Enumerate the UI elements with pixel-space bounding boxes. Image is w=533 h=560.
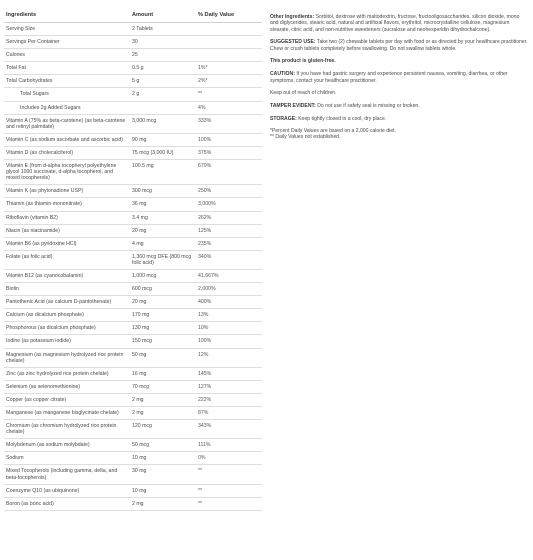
cell-ingredient: Total Fat: [4, 62, 130, 75]
table-row: [4, 309, 262, 322]
cell-ingredient: Vitamin A (75% as beta-carotene) (as beta-carotene and retinyl palmitate): [4, 114, 130, 133]
product-info-panel: [270, 14, 529, 147]
table-row: [4, 367, 262, 380]
cell-dv: 235%: [196, 237, 262, 250]
other-ingredients-label: Other Ingredients:: [270, 14, 315, 20]
cell-ingredient: Total Sugars: [4, 88, 130, 101]
table-row: [4, 497, 262, 510]
cell-ingredient: Vitamin B12 (as cyanocobalamin): [4, 269, 130, 282]
cell-ingredient: Calcium (as dicalcium phosphate): [4, 309, 130, 322]
cell-dv: [196, 49, 262, 62]
cell-amount: 2 g: [130, 88, 196, 101]
cell-ingredient: Vitamin E (from d-alpha tocopheryl polyethylene glycol 1000 succinate, d-alpha tocopherol, and mixed tocopherols): [4, 160, 130, 185]
cell-ingredient: Vitamin C (as sodium ascorbate and ascorbic acid): [4, 133, 130, 146]
table-row: [4, 283, 262, 296]
cell-ingredient: Copper (as copper citrate): [4, 393, 130, 406]
cell-ingredient: Serving Size: [4, 23, 130, 36]
table-row: [4, 146, 262, 159]
cell-dv: **: [196, 88, 262, 101]
table-row: [4, 75, 262, 88]
cell-dv: 100%: [196, 335, 262, 348]
cell-dv: 343%: [196, 420, 262, 439]
cell-amount: 600 mcg: [130, 283, 196, 296]
table-row: [4, 62, 262, 75]
table-row: [4, 296, 262, 309]
cell-dv: **: [196, 497, 262, 510]
table-row: [4, 484, 262, 497]
tamper-label: TAMPER EVIDENT:: [270, 103, 316, 110]
table-row: [4, 420, 262, 439]
cell-ingredient: Selenium (as selenomethionine): [4, 380, 130, 393]
cell-dv: 3,000%: [196, 198, 262, 211]
cell-dv: 127%: [196, 380, 262, 393]
header-daily-value: % Daily Value: [196, 10, 262, 23]
table-row: [4, 393, 262, 406]
caution-text: If you have had gastric surgery and experience persistent nausea, vomiting, diarrhea, or other symptoms, contact your healthcare practitioner.: [270, 71, 508, 84]
cell-dv: 125%: [196, 224, 262, 237]
cell-dv: 0%: [196, 452, 262, 465]
cell-ingredient: Biotin: [4, 283, 130, 296]
cell-ingredient: Thiamin (as thiamin mononitrate): [4, 198, 130, 211]
cell-amount: 2 mg: [130, 407, 196, 420]
cell-amount: 170 mg: [130, 309, 196, 322]
cell-amount: 10 mg: [130, 484, 196, 497]
cell-amount: 2 mg: [130, 393, 196, 406]
cell-amount: 20 mg: [130, 224, 196, 237]
cell-amount: 2 mg: [130, 497, 196, 510]
cell-amount: 300 mcg: [130, 185, 196, 198]
cell-dv: [196, 36, 262, 49]
suggested-use-label: SUGGESTED USE:: [270, 39, 316, 46]
table-row: [4, 36, 262, 49]
table-row: [4, 322, 262, 335]
cell-amount: 50 mcg: [130, 439, 196, 452]
cell-ingredient: Iodine (as potassium iodide): [4, 335, 130, 348]
cell-ingredient: Chromium (as chromium hydrolyzed rice protein chelate): [4, 420, 130, 439]
table-row: [4, 335, 262, 348]
table-body: [4, 23, 262, 511]
cell-dv: 222%: [196, 393, 262, 406]
cell-ingredient: Riboflavin (vitamin B2): [4, 211, 130, 224]
cell-ingredient: Phosphorous (as dicalcium phosphate): [4, 322, 130, 335]
supplement-facts-table: [4, 10, 262, 511]
cell-ingredient: Vitamin B6 (as pyridoxine HCl): [4, 237, 130, 250]
cell-dv: **: [196, 484, 262, 497]
cell-dv: 262%: [196, 211, 262, 224]
suggested-use: [270, 39, 529, 52]
table-row: [4, 49, 262, 62]
cell-ingredient: Coenzyme Q10 (as ubiquinone): [4, 484, 130, 497]
caution: [270, 71, 529, 84]
table-row: [4, 439, 262, 452]
table-row: [4, 465, 262, 484]
tamper-evident: [270, 103, 529, 109]
cell-ingredient: Vitamin K (as phytonadione USP): [4, 185, 130, 198]
table-row: [4, 348, 262, 367]
other-ingredients: [270, 14, 529, 33]
table-header-row: [4, 10, 262, 23]
cell-dv: 2,000%: [196, 283, 262, 296]
cell-amount: 16 mg: [130, 367, 196, 380]
cell-ingredient: Calories: [4, 49, 130, 62]
footnote-not-established: ** Daily Values not established.: [270, 134, 341, 141]
cell-ingredient: Folate (as folic acid): [4, 250, 130, 269]
cell-amount: 30 mg: [130, 465, 196, 484]
cell-dv: 41,667%: [196, 269, 262, 282]
cell-dv: 250%: [196, 185, 262, 198]
cell-dv: 12%: [196, 348, 262, 367]
reach-note: Keep out of reach of children.: [270, 90, 337, 97]
cell-amount: 100.5 mg: [130, 160, 196, 185]
cell-ingredient: Niacin (as niacinamide): [4, 224, 130, 237]
cell-amount: 75 mcg (3,000 IU): [130, 146, 196, 159]
cell-dv: 400%: [196, 296, 262, 309]
cell-amount: 25: [130, 49, 196, 62]
table-row: [4, 269, 262, 282]
table-row: [4, 198, 262, 211]
cell-ingredient: Molybdenum (as sodium molybdate): [4, 439, 130, 452]
cell-dv: **: [196, 465, 262, 484]
cell-dv: 100%: [196, 133, 262, 146]
cell-amount: 120 mcg: [130, 420, 196, 439]
cell-amount: 5 g: [130, 75, 196, 88]
cell-dv: 13%: [196, 309, 262, 322]
cell-ingredient: Total Carbohydrates: [4, 75, 130, 88]
cell-dv: 375%: [196, 146, 262, 159]
table-row: [4, 250, 262, 269]
other-ingredients-text: Sorbitol, dextrose with maltodextrin, fructose, fructooligosaccharides, silicon dioxide, mono and diglycerides, stearic acid, natural and artificial flavors, erythritol, microcrystalline cellulose, magnesium stearate, citric acid, and non-nutritive sweeteners (sucralose and neohesperidin dihydrochalcone).: [270, 14, 520, 33]
table-row: [4, 380, 262, 393]
table-row: [4, 452, 262, 465]
cell-amount: 10 mg: [130, 452, 196, 465]
footnote-dv: *Percent Daily Values are based on a 2,000 calorie diet.: [270, 127, 396, 134]
cell-amount: 3,000 mcg: [130, 114, 196, 133]
cell-ingredient: Pantothenic Acid (as calcium D-pantothenate): [4, 296, 130, 309]
cell-ingredient: Vitamin D (as cholecalciferol): [4, 146, 130, 159]
cell-amount: 90 mg: [130, 133, 196, 146]
cell-amount: 0.5 g: [130, 62, 196, 75]
cell-amount: 150 mcg: [130, 335, 196, 348]
cell-amount: 36 mg: [130, 198, 196, 211]
table-row: [4, 133, 262, 146]
table-row: [4, 101, 262, 114]
cell-amount: 70 mcg: [130, 380, 196, 393]
cell-dv: 10%: [196, 322, 262, 335]
cell-amount: 4 mg: [130, 237, 196, 250]
table-row: [4, 160, 262, 185]
header-ingredients: Ingredients: [4, 10, 130, 23]
cell-amount: 2 Tablets: [130, 23, 196, 36]
footnotes: [270, 128, 529, 141]
cell-amount: 130 mg: [130, 322, 196, 335]
table-row: [4, 88, 262, 101]
table-row: [4, 185, 262, 198]
cell-ingredient: Sodium: [4, 452, 130, 465]
table-row: [4, 237, 262, 250]
table-row: [4, 211, 262, 224]
tamper-text: Do not use if safety seal is missing or broken.: [317, 103, 420, 110]
cell-dv: 340%: [196, 250, 262, 269]
cell-ingredient: Boron (as boric acid): [4, 497, 130, 510]
header-amount: Amount: [130, 10, 196, 23]
supplement-facts-panel: [4, 10, 262, 511]
cell-dv: 4%: [196, 101, 262, 114]
cell-dv: [196, 23, 262, 36]
table-row: [4, 114, 262, 133]
storage-text: Keep tightly closed in a cool, dry place.: [298, 115, 387, 122]
cell-ingredient: Magnesium (as magnesium hydrolyzed rice protein chelate): [4, 348, 130, 367]
cell-ingredient: Manganese (as manganese bisglycinate chelate): [4, 407, 130, 420]
cell-ingredient: Mixed Tocopherols (including gamma, delta, and beta-tocopherols): [4, 465, 130, 484]
cell-amount: 3.4 mg: [130, 211, 196, 224]
storage-label: STORAGE:: [270, 115, 297, 122]
cell-dv: 87%: [196, 407, 262, 420]
cell-ingredient: Zinc (as zinc hydrolyzed rice protein chelate): [4, 367, 130, 380]
cell-amount: [130, 101, 196, 114]
table-row: [4, 407, 262, 420]
cell-dv: 145%: [196, 367, 262, 380]
caution-label: CAUTION:: [270, 71, 295, 78]
cell-ingredient: Servings Per Container: [4, 36, 130, 49]
cell-dv: 670%: [196, 160, 262, 185]
cell-amount: 1,360 mcg DFE (800 mcg folic acid): [130, 250, 196, 269]
cell-dv: 333%: [196, 114, 262, 133]
cell-dv: 2%*: [196, 75, 262, 88]
table-row: [4, 23, 262, 36]
cell-ingredient: Includes 2g Added Sugars: [4, 101, 130, 114]
cell-amount: 1,000 mcg: [130, 269, 196, 282]
cell-dv: 111%: [196, 439, 262, 452]
cell-amount: 30: [130, 36, 196, 49]
suggested-use-text: Take two (2) chewable tablets per day with food or as directed by your healthcare practitioner. Chew or crush tablets completely before swallowing. Do not swallow tablets whole.: [270, 39, 528, 52]
storage: [270, 116, 529, 122]
cell-amount: 20 mg: [130, 296, 196, 309]
gluten-free-note: This product is gluten-free.: [270, 58, 336, 65]
cell-amount: 50 mg: [130, 348, 196, 367]
table-row: [4, 224, 262, 237]
cell-dv: 1%*: [196, 62, 262, 75]
